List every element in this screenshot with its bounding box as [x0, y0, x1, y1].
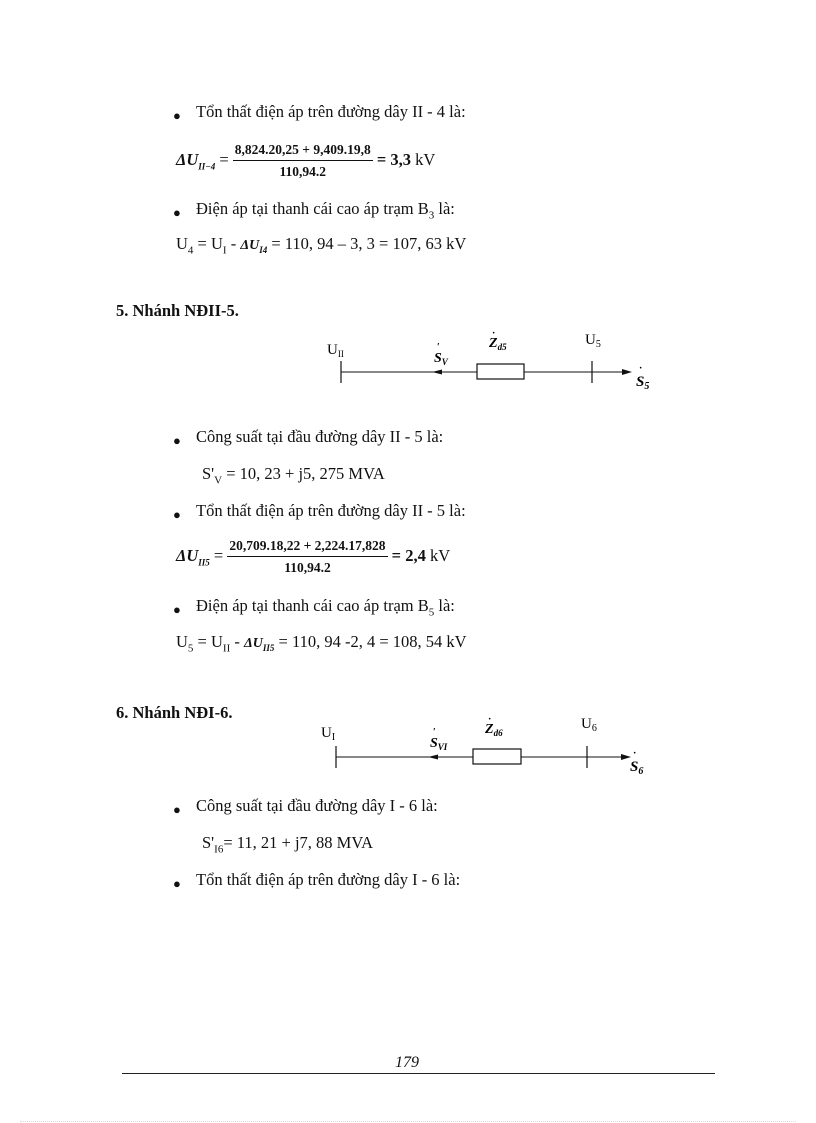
svg-text:·: ·	[488, 714, 492, 725]
fraction	[227, 538, 387, 576]
equation-u5: $U_5 = U_{II} - \Delta U_{II5} = 110$, 94 -2, 4 = 108, 54 kV	[176, 632, 467, 655]
equation-u4: $U_4 = U_I - \Delta U_{I4} = 110$, 94 – 3, 3 = 107, 63 kV	[176, 234, 467, 257]
svg-text:S6: $S_6$	[630, 759, 644, 777]
equation-s-v: $S'_V = 10$, 23 + j5, 275 MVA	[202, 464, 385, 487]
result-value: = 3,3	[376, 149, 412, 169]
svg-text:′: ′	[433, 727, 436, 738]
equation-s-i6: $S'_{I6}= 11$, 21 + j7, 88 MVA	[202, 833, 374, 856]
text-loss-ii-5: Tổn thất điện áp trên đường dây II - 5 là:	[196, 501, 466, 520]
svg-text:Zd6: $Z_{d6}$	[485, 722, 503, 738]
bullet-dot: ●	[173, 205, 181, 220]
section-heading-6: 6. Nhánh NĐI-6.	[116, 703, 233, 722]
bullet-dot: ●	[173, 108, 181, 123]
section-heading-5: 5. Nhánh NĐII-5.	[116, 301, 239, 320]
line-diagram-5	[320, 325, 660, 395]
fraction	[233, 142, 373, 180]
svg-text:Zd5: $Z_{d5}$	[489, 336, 507, 352]
svg-text:UI: $U_I$	[321, 725, 336, 743]
svg-text:SV: $S_V$	[434, 351, 448, 367]
svg-text:·: ·	[633, 748, 637, 759]
text-power-i-6: Công suất tại đầu đường dây I - 6 là:	[196, 796, 438, 815]
denominator: 110,94.2	[284, 560, 331, 575]
svg-text:U6: $U_6$	[581, 716, 597, 734]
unit: kV	[429, 545, 451, 565]
numerator: 20,709.18,22 + 2,224.17,828	[227, 538, 387, 557]
text-power-ii-5: Công suất tại đầu đường dây II - 5 là:	[196, 427, 444, 446]
bullet-dot: ●	[173, 876, 181, 891]
svg-text:·: ·	[639, 363, 643, 374]
text-loss-i-6: Tổn thất điện áp trên đường dây I - 6 là:	[196, 870, 461, 889]
text-loss-ii-4: Tổn thất điện áp trên đường dây II - 4 là:	[196, 102, 466, 121]
bullet-dot: ●	[173, 433, 181, 448]
result-value: = 2,4	[391, 545, 426, 565]
svg-text:UII: $U_{II}$	[327, 342, 344, 359]
text-busbar-b3: Điện áp tại thanh cái cao áp trạm $B_3$ là:	[196, 199, 455, 222]
svg-text:U5: $U_5$	[585, 332, 601, 350]
page-edge-divider	[20, 1121, 796, 1122]
svg-text:S5: $S_5$	[636, 374, 650, 392]
bullet-dot: ●	[173, 507, 181, 522]
line-diagram-6	[316, 710, 661, 780]
equals-sign: =	[219, 149, 233, 169]
equation-delta-u-ii-4	[176, 142, 435, 180]
numerator: 8,824.20,25 + 9,409.19,8	[233, 142, 373, 161]
delta-u-symbol: $\Delta U_{II-4}$	[176, 149, 216, 172]
page-number: 179	[395, 1054, 419, 1071]
svg-text:SVI: $S_{VI}$	[430, 736, 448, 752]
svg-text:′: ′	[437, 342, 440, 353]
unit: kV	[415, 149, 436, 169]
svg-text:·: ·	[492, 328, 496, 339]
footer-rule	[122, 1073, 715, 1074]
text-busbar-b5: Điện áp tại thanh cái cao áp trạm $B_5$ là:	[196, 596, 455, 619]
equation-delta-u-ii-5: $\Delta U_{II5}$ = $\frac{20,709.18,22 + 2,224.17,828}{110,94.2}$ = 2,4 kV	[176, 538, 451, 575]
bullet-dot: ●	[173, 602, 181, 617]
bullet-dot: ●	[173, 802, 181, 817]
denominator: 110,94.2	[279, 164, 327, 179]
